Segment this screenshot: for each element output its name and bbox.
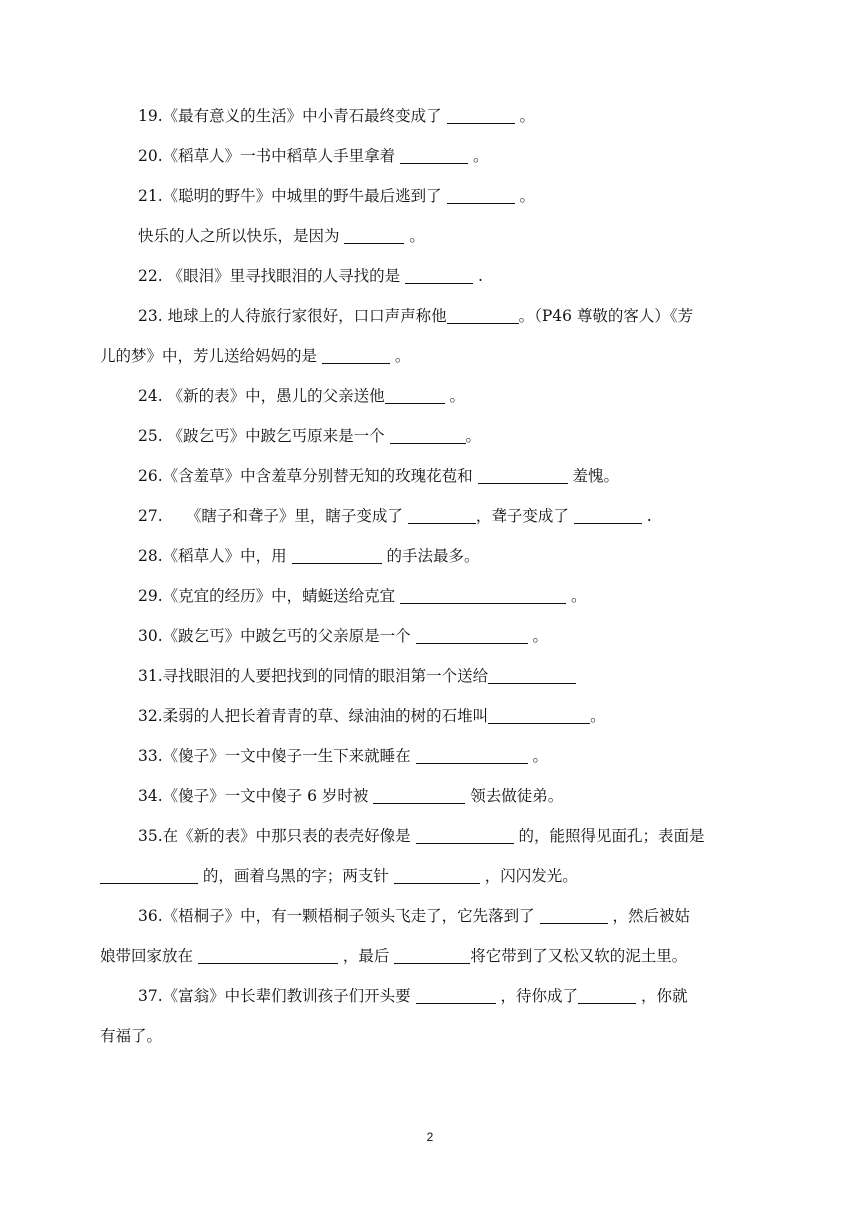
- question-text: 24. 《新的表》中，愚儿的父亲送他: [138, 387, 385, 405]
- question-text: ，待你成了: [495, 987, 579, 1005]
- question-text: 35.在《新的表》中那只表的表壳好像是: [138, 827, 416, 845]
- question-text: 领去做徒弟。: [465, 787, 564, 805]
- answer-blank: [408, 507, 476, 524]
- question-line-q35b: [100, 866, 578, 886]
- question-line-q27: [138, 506, 652, 526]
- question-text: 。: [465, 427, 482, 445]
- answer-blank: [198, 947, 338, 964]
- answer-blank: [385, 387, 445, 404]
- question-text: 娘带回家放在: [100, 947, 198, 965]
- question-line-q23: [138, 306, 693, 326]
- answer-blank: [292, 547, 382, 564]
- answer-blank: [405, 267, 473, 284]
- answer-blank: [416, 827, 514, 844]
- question-text: ，你就: [636, 987, 688, 1005]
- question-text: 31.寻找眼泪的人要把找到的同情的眼泪第一个送给: [138, 667, 489, 685]
- answer-blank: [416, 627, 528, 644]
- question-line-q29: [138, 586, 587, 606]
- question-text: .: [641, 507, 652, 525]
- question-text: 23. 地球上的人待旅行家很好，口口声声称他: [138, 307, 447, 325]
- question-text: 。: [566, 587, 587, 605]
- question-text: 羞愧。: [567, 467, 620, 485]
- question-line-q22: [138, 266, 483, 286]
- question-line-q21b: [138, 226, 425, 246]
- answer-blank: [344, 227, 404, 244]
- question-text: 。: [514, 107, 536, 125]
- question-line-q30: [138, 626, 548, 646]
- question-line-q26: [138, 466, 619, 486]
- question-line-q28: [138, 546, 480, 566]
- question-text: ，最后: [337, 947, 395, 965]
- question-text: 。（P46 尊敬的客人）《芳: [518, 307, 694, 325]
- question-line-q24: [138, 386, 465, 406]
- question-line-q23b: [100, 346, 410, 366]
- question-text: 19.《最有意义的生活》中小青石最终变成了: [138, 107, 447, 125]
- answer-blank: [400, 147, 468, 164]
- answer-blank: [394, 947, 470, 964]
- answer-blank: [488, 667, 576, 684]
- question-text: 。: [404, 227, 425, 245]
- question-text: 25. 《跛乞丐》中跛乞丐原来是一个: [138, 427, 390, 445]
- question-line-q36b: [100, 946, 687, 966]
- question-text: 。: [527, 747, 549, 765]
- answer-blank: [100, 867, 198, 884]
- question-line-q37: [138, 986, 687, 1006]
- question-line-q34: [138, 786, 563, 806]
- question-text: 。: [444, 387, 466, 405]
- question-line-q33: [138, 746, 548, 766]
- question-text: ，闪闪发光。: [479, 867, 578, 885]
- answer-blank: [447, 187, 515, 204]
- question-text: 32.柔弱的人把长着青青的草、绿油油的树的石堆叫: [138, 707, 489, 725]
- answer-blank: [478, 467, 568, 484]
- question-text: 22. 《眼泪》里寻找眼泪的人寻找的是: [138, 267, 406, 285]
- question-line-q20: [138, 146, 489, 166]
- answer-blank: [488, 707, 590, 724]
- question-text: 26.《含羞草》中含羞草分别替无知的玫瑰花苞和: [138, 467, 478, 485]
- answer-blank: [574, 507, 642, 524]
- question-text: 29.《克宜的经历》中，蜻蜓送给克宜: [138, 587, 401, 605]
- answer-blank: [447, 107, 515, 124]
- question-text: 有福了。: [100, 1027, 163, 1045]
- answer-blank: [390, 427, 466, 444]
- question-line-q21: [138, 186, 535, 206]
- answer-blank: [400, 587, 566, 604]
- question-text: 36.《梧桐子》中，有一颗梧桐子领头飞走了，它先落到了: [138, 907, 540, 925]
- question-text: 37.《富翁》中长辈们教训孩子们开头要: [138, 987, 416, 1005]
- question-text: 快乐的人之所以快乐，是因为: [138, 227, 345, 245]
- answer-blank: [394, 867, 480, 884]
- question-text: 20.《稻草人》一书中稻草人手里拿着: [138, 147, 401, 165]
- question-text: 。: [468, 147, 489, 165]
- question-text: ，聋子变成了: [475, 507, 574, 525]
- answer-blank: [373, 787, 465, 804]
- question-text: 27. 《瞎子和聋子》里，瞎子变成了: [138, 507, 408, 525]
- answer-blank: [416, 987, 496, 1004]
- question-line-q32: [138, 706, 606, 726]
- question-text: 。: [389, 347, 411, 365]
- question-text: 将它带到了又松又软的泥土里。: [470, 947, 688, 965]
- question-line-q35: [138, 826, 705, 846]
- question-text: 30.《跛乞丐》中跛乞丐的父亲原是一个: [138, 627, 416, 645]
- answer-blank: [447, 307, 519, 324]
- question-text: 。: [590, 707, 606, 725]
- answer-blank: [578, 987, 636, 1004]
- page-number: 2: [426, 1130, 434, 1144]
- answer-blank: [540, 907, 608, 924]
- question-line-q31: [138, 666, 576, 686]
- question-text: 34.《傻子》一文中傻子 6 岁时被: [138, 787, 374, 805]
- question-text: 。: [527, 627, 549, 645]
- question-text: 的手法最多。: [381, 547, 480, 565]
- question-text: 21.《聪明的野牛》中城里的野牛最后逃到了: [138, 187, 447, 205]
- question-text: 。: [514, 187, 536, 205]
- question-text: ，然后被姑: [607, 907, 691, 925]
- question-text: 28.《稻草人》中，用: [138, 547, 292, 565]
- question-line-q36: [138, 906, 690, 926]
- question-line-q19: [138, 106, 535, 126]
- answer-blank: [322, 347, 390, 364]
- question-text: 的，能照得见面孔；表面是: [513, 827, 705, 845]
- question-text: 的，画着乌黑的字；两支针: [198, 867, 394, 885]
- question-line-q37b: [100, 1026, 162, 1046]
- answer-blank: [416, 747, 528, 764]
- question-text: .: [473, 267, 483, 285]
- question-text: 儿的梦》中，芳儿送给妈妈的是: [100, 347, 322, 365]
- question-text: 33.《傻子》一文中傻子一生下来就睡在: [138, 747, 416, 765]
- question-line-q25: [138, 426, 481, 446]
